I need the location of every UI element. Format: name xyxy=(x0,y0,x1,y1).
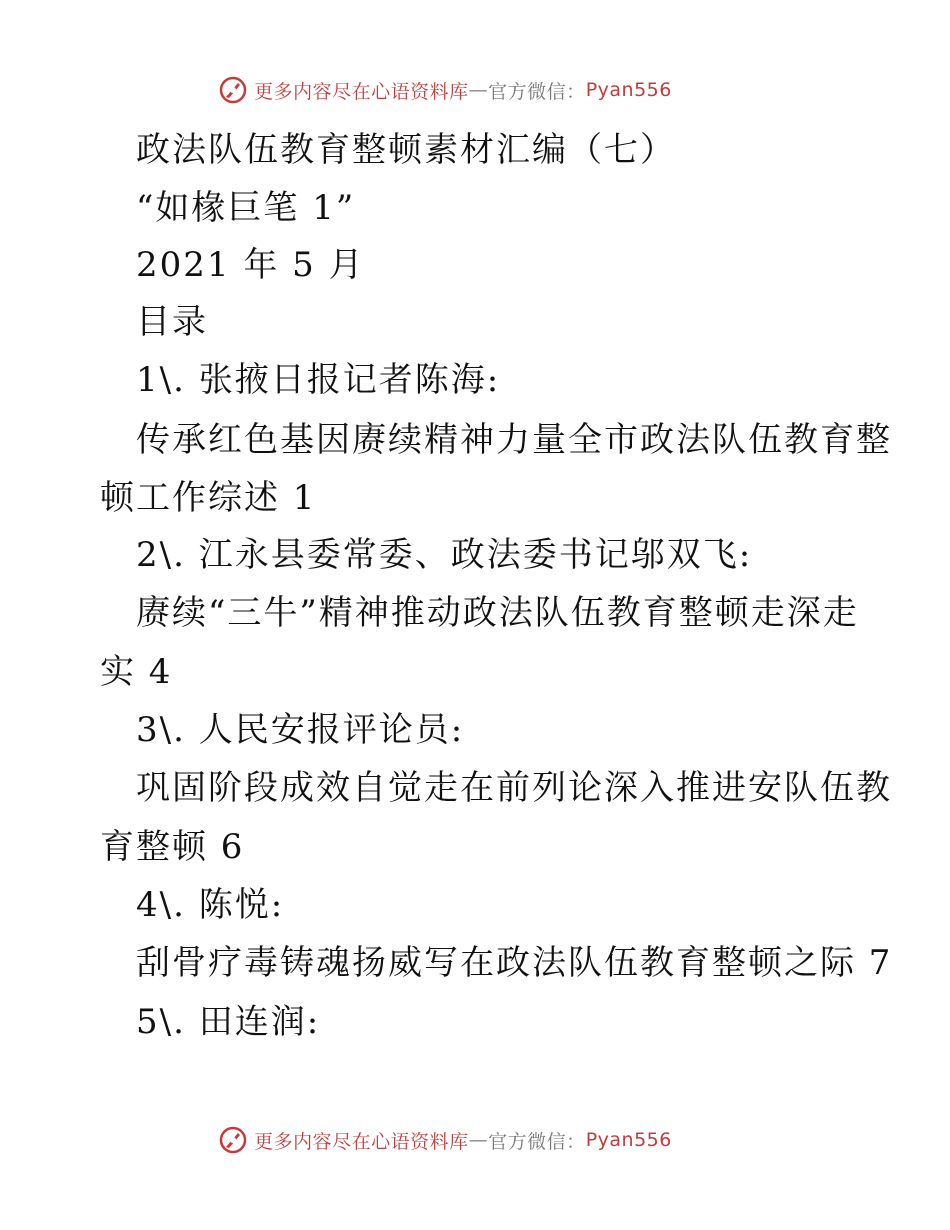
watermark-separator: — xyxy=(468,1129,489,1151)
toc-item-title: 传承红色基因赓续精神力量全市政法队伍教育整 xyxy=(136,420,892,460)
document-title: 政法队伍教育整顿素材汇编（七） xyxy=(136,130,676,170)
document-subtitle: “如椽巨笔 1” xyxy=(136,188,356,228)
quill-logo-icon xyxy=(218,75,248,105)
toc-heading: 目录 xyxy=(136,302,208,342)
toc-item-number: 2\. 江永县委常委、政法委书记邬双飞: xyxy=(136,535,753,575)
toc-item-number: 1\. 张掖日报记者陈海: xyxy=(136,360,501,400)
toc-item-title: 刮骨疗毒铸魂扬威写在政法队伍教育整顿之际 7 xyxy=(136,943,893,983)
document-date: 2021 年 5 月 xyxy=(136,245,365,285)
toc-item-title: 巩固阶段成效自觉走在前列论深入推进安队伍教 xyxy=(136,768,892,808)
toc-item-title: 赓续“三牛”精神推动政法队伍教育整顿走深走 xyxy=(136,593,859,633)
watermark-grey-text: 官方微信： xyxy=(488,80,586,103)
watermark-separator: — xyxy=(468,79,489,101)
watermark-grey-text: 官方微信： xyxy=(488,1130,586,1153)
toc-item-number: 4\. 陈悦: xyxy=(136,885,285,925)
toc-item-title-cont: 育整顿 6 xyxy=(100,827,245,867)
toc-item-title-cont: 实 4 xyxy=(100,652,173,692)
quill-logo-icon xyxy=(218,1125,248,1155)
watermark-account: Pyan556 xyxy=(585,79,672,101)
toc-item-number: 5\. 田连润: xyxy=(136,1002,321,1042)
watermark-red-text: 更多内容尽在心语资料库 xyxy=(254,1130,469,1153)
watermark-header xyxy=(0,70,950,110)
toc-item-title-cont: 顿工作综述 1 xyxy=(100,478,317,518)
toc-item-number: 3\. 人民安报评论员: xyxy=(136,710,465,750)
watermark-account: Pyan556 xyxy=(585,1129,672,1151)
watermark-footer xyxy=(0,1120,950,1160)
watermark-red-text: 更多内容尽在心语资料库 xyxy=(254,80,469,103)
